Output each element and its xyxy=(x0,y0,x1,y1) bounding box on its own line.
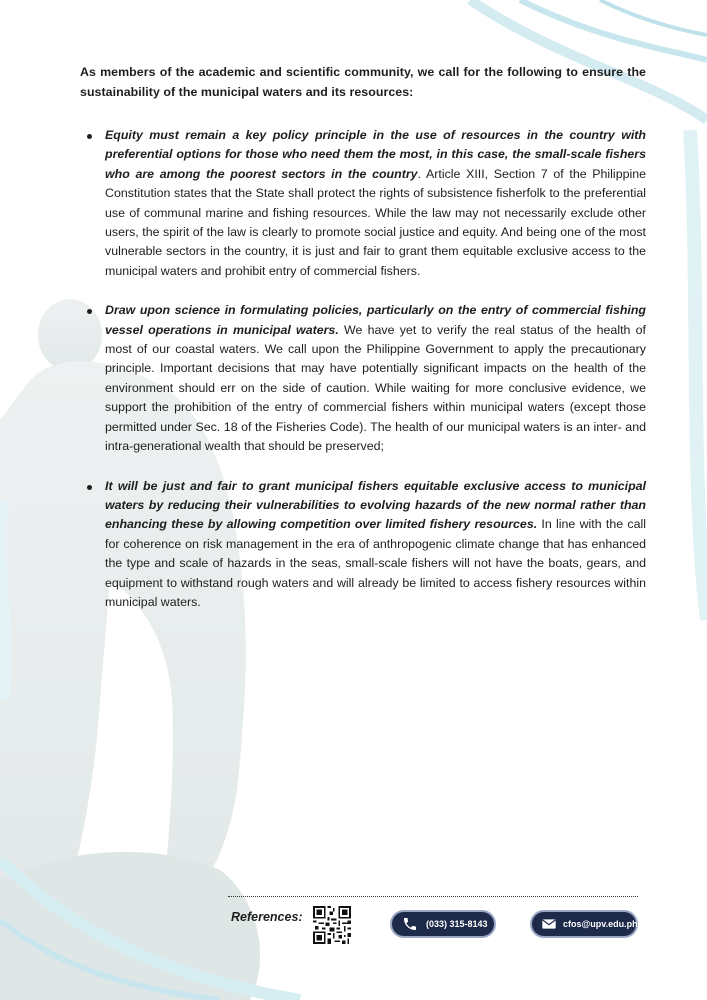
page-footer xyxy=(0,890,707,1000)
point-lead: Draw upon science in formulating policies, particularly on the entry of commercial fishing vessel operations in municipal waters. xyxy=(105,303,646,337)
phone-button[interactable] xyxy=(390,910,496,938)
list-item xyxy=(80,477,646,613)
intro-paragraph: As members of the academic and scientific community, we call for the following to ensure the sustainability of the municipal waters and its resources: xyxy=(80,65,646,99)
footer-divider xyxy=(228,896,638,897)
point-lead: Equity must remain a key policy principle in the use of resources in the country with preferential options for those who need them the most, in this case, the small-scale fishers who are among the poorest sectors in the country xyxy=(105,128,646,181)
list-item xyxy=(80,301,646,456)
bullet-icon xyxy=(87,485,92,490)
envelope-icon xyxy=(541,916,557,932)
point-lead: It will be just and fair to grant municipal fishers equitable exclusive access to municipal waters by reducing their vulnerabilities to evolving hazards of the new normal rather than enhancing these by allowing competition over limited fishery resources. xyxy=(105,478,646,532)
email-button[interactable] xyxy=(530,910,638,938)
point-text: In line with the call for coherence on risk management in the era of anthropogenic climate change that has enhanced the type and scale of hazards in the seas, small-scale fishers will not have the boats, gears, and equipment to withstand rough waters and will already be limited to access fishery resources within municipal waters. xyxy=(105,517,646,609)
bullet-icon xyxy=(87,309,92,314)
references-label: References: xyxy=(231,910,303,924)
list-item xyxy=(80,126,646,281)
bullet-icon xyxy=(87,134,92,139)
email-address: cfos@upv.edu.ph xyxy=(563,919,638,929)
point-text: We have yet to verify the real status of the health of most of our coastal waters. We call upon the Philippine Government to apply the precautionary principle. Important decisions that may have potentially significant impacts on the health of the environment should err on the side of caution. While waiting for more conclusive evidence, we support the prohibition of the entry of commercial fishers within municipal waters (except those permitted under Sec. 18 of the Fisheries Code). The health of our municipal waters is an inter- and intra-generational wealth that should be preserved; xyxy=(105,322,646,454)
statement-body xyxy=(80,62,646,632)
qr-code-icon[interactable] xyxy=(313,906,351,944)
phone-icon xyxy=(402,916,418,932)
recommendation-list xyxy=(80,126,646,612)
point-text: . Article XIII, Section 7 of the Philippine Constitution states that the State shall protect the rights of subsistence fisherfolk to the preferential use of communal marine and fishing resources. While the law may not necessarily exclude other users, the spirit of the law is clearly to promote social justice and equity. And being one of the most vulnerable sectors in the country, it is just and fair to grant them equitable exclusive access to the municipal waters and prohibit entry of commercial fishers. xyxy=(105,166,647,278)
phone-number: (033) 315-8143 xyxy=(426,919,488,929)
